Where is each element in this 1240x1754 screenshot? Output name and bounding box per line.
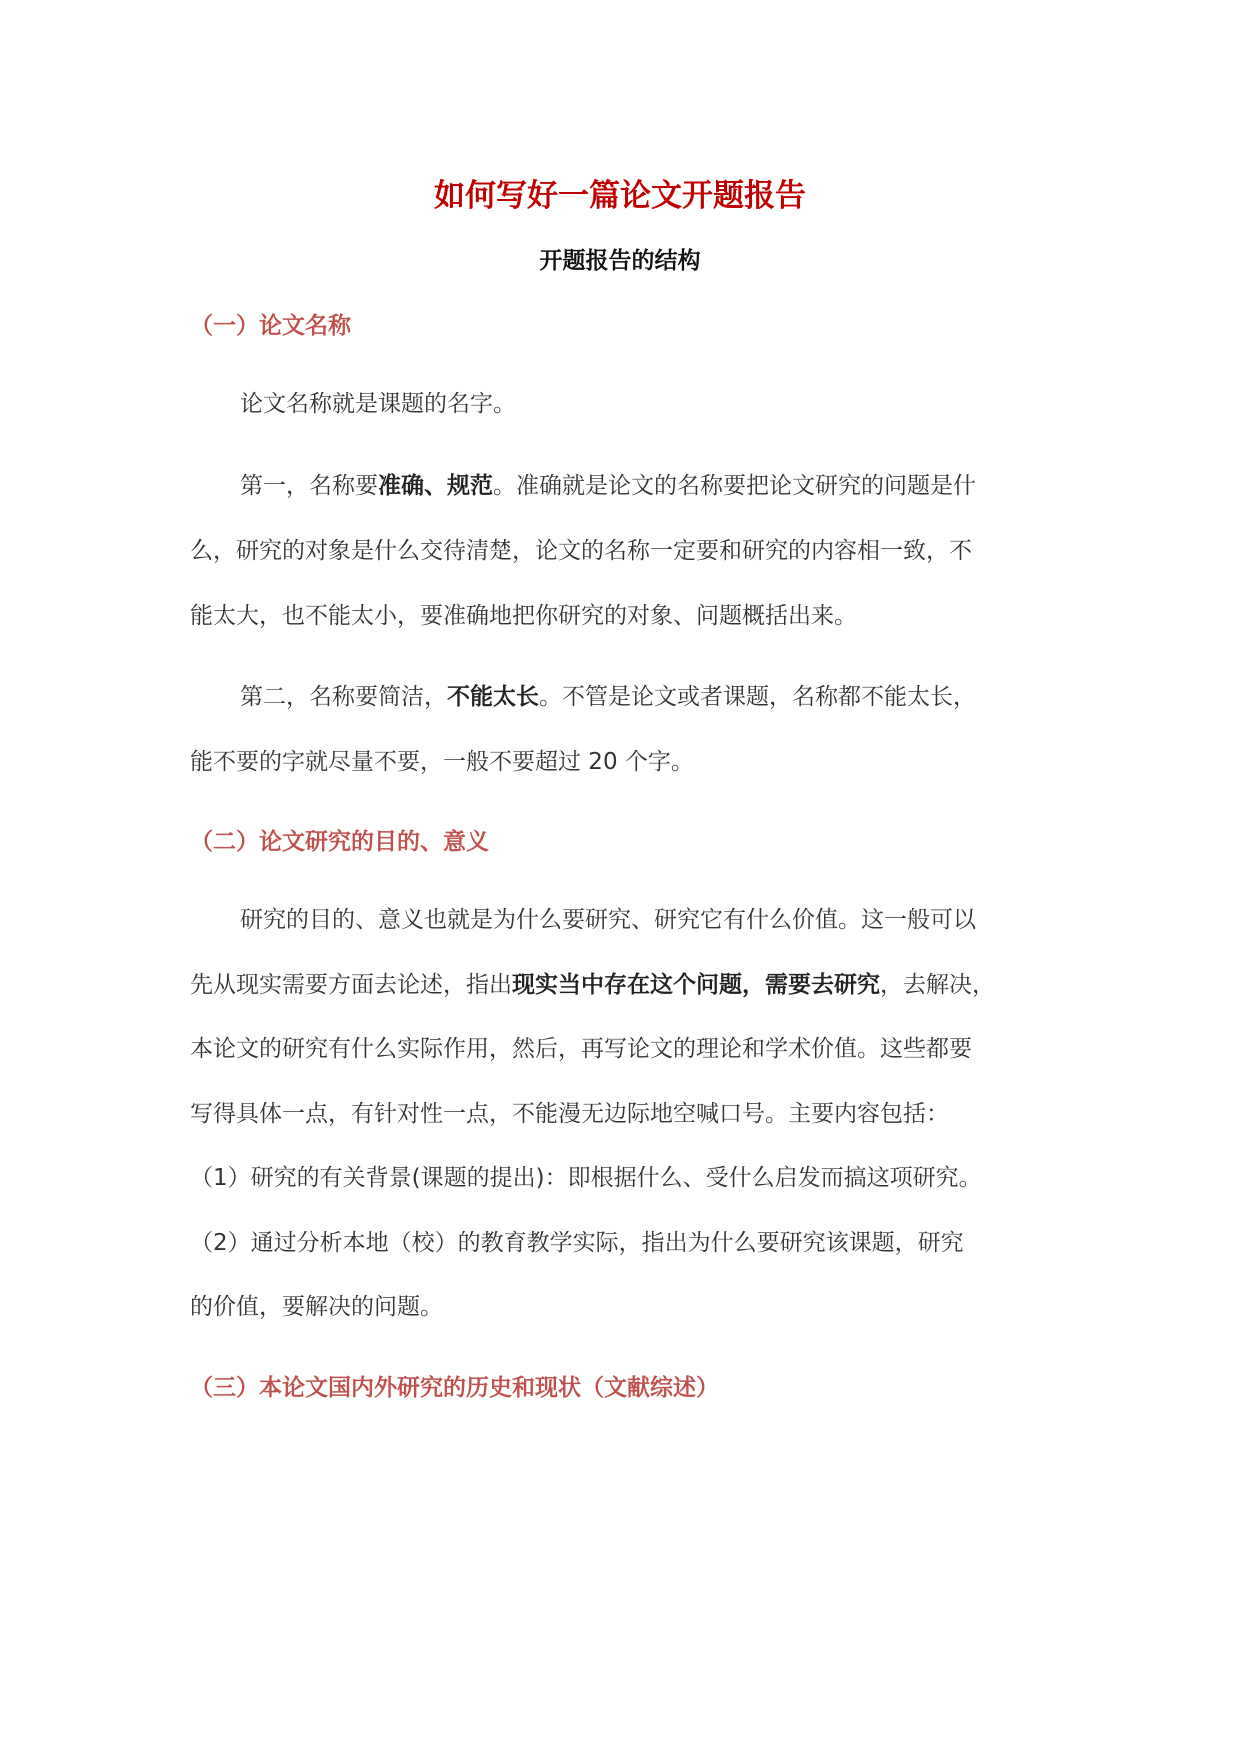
document-title: 如何写好一篇论文开题报告: [434, 178, 806, 214]
text-run: ，去解决，: [880, 972, 995, 998]
text-run: 第一，名称要: [240, 473, 378, 499]
paragraph-line: 的价值，要解决的问题。: [190, 1294, 443, 1320]
list-item: （1）研究的有关背景(课题的提出)：即根据什么、受什么启发而搞这项研究。: [190, 1165, 982, 1191]
paragraph-line: 能太大，也不能太小，要准确地把你研究的对象、问题概括出来。: [190, 603, 857, 629]
bold-text: 准确、规范: [378, 473, 493, 499]
section-heading-2: （二）论文研究的目的、意义: [190, 829, 489, 855]
section-heading-1: （一）论文名称: [190, 313, 351, 339]
paragraph-line: 论文名称就是课题的名字。: [240, 391, 516, 417]
paragraph-line: 写得具体一点，有针对性一点，不能漫无边际地空喊口号。主要内容包括：: [190, 1101, 949, 1127]
paragraph-line: 本论文的研究有什么实际作用，然后，再写论文的理论和学术价值。这些都要: [190, 1036, 972, 1062]
paragraph-line: 研究的目的、意义也就是为什么要研究、研究它有什么价值。这一般可以: [240, 907, 976, 933]
paragraph-line: 能不要的字就尽量不要，一般不要超过 20 个字。: [190, 749, 694, 775]
paragraph-line: [240, 470, 976, 502]
document-subtitle: 开题报告的结构: [539, 248, 701, 274]
section-heading-3: （三）本论文国内外研究的历史和现状（文献综述）: [190, 1375, 719, 1401]
text-run: 第二，名称要简洁，: [240, 684, 447, 710]
text-run: 。准确就是论文的名称要把论文研究的问题是什: [493, 473, 976, 499]
paragraph-line: [190, 969, 995, 1001]
text-run: 。不管是论文或者课题，名称都不能太长，: [539, 684, 976, 710]
bold-text: 不能太长: [447, 684, 539, 710]
paragraph-line: [240, 681, 976, 713]
text-run: 先从现实需要方面去论述，指出: [190, 972, 512, 998]
bold-text: 现实当中存在这个问题，需要去研究: [512, 972, 880, 998]
paragraph-line: 么，研究的对象是什么交待清楚，论文的名称一定要和研究的内容相一致，不: [190, 538, 972, 564]
list-item: （2）通过分析本地（校）的教育教学实际，指出为什么要研究该课题，研究: [190, 1230, 964, 1256]
